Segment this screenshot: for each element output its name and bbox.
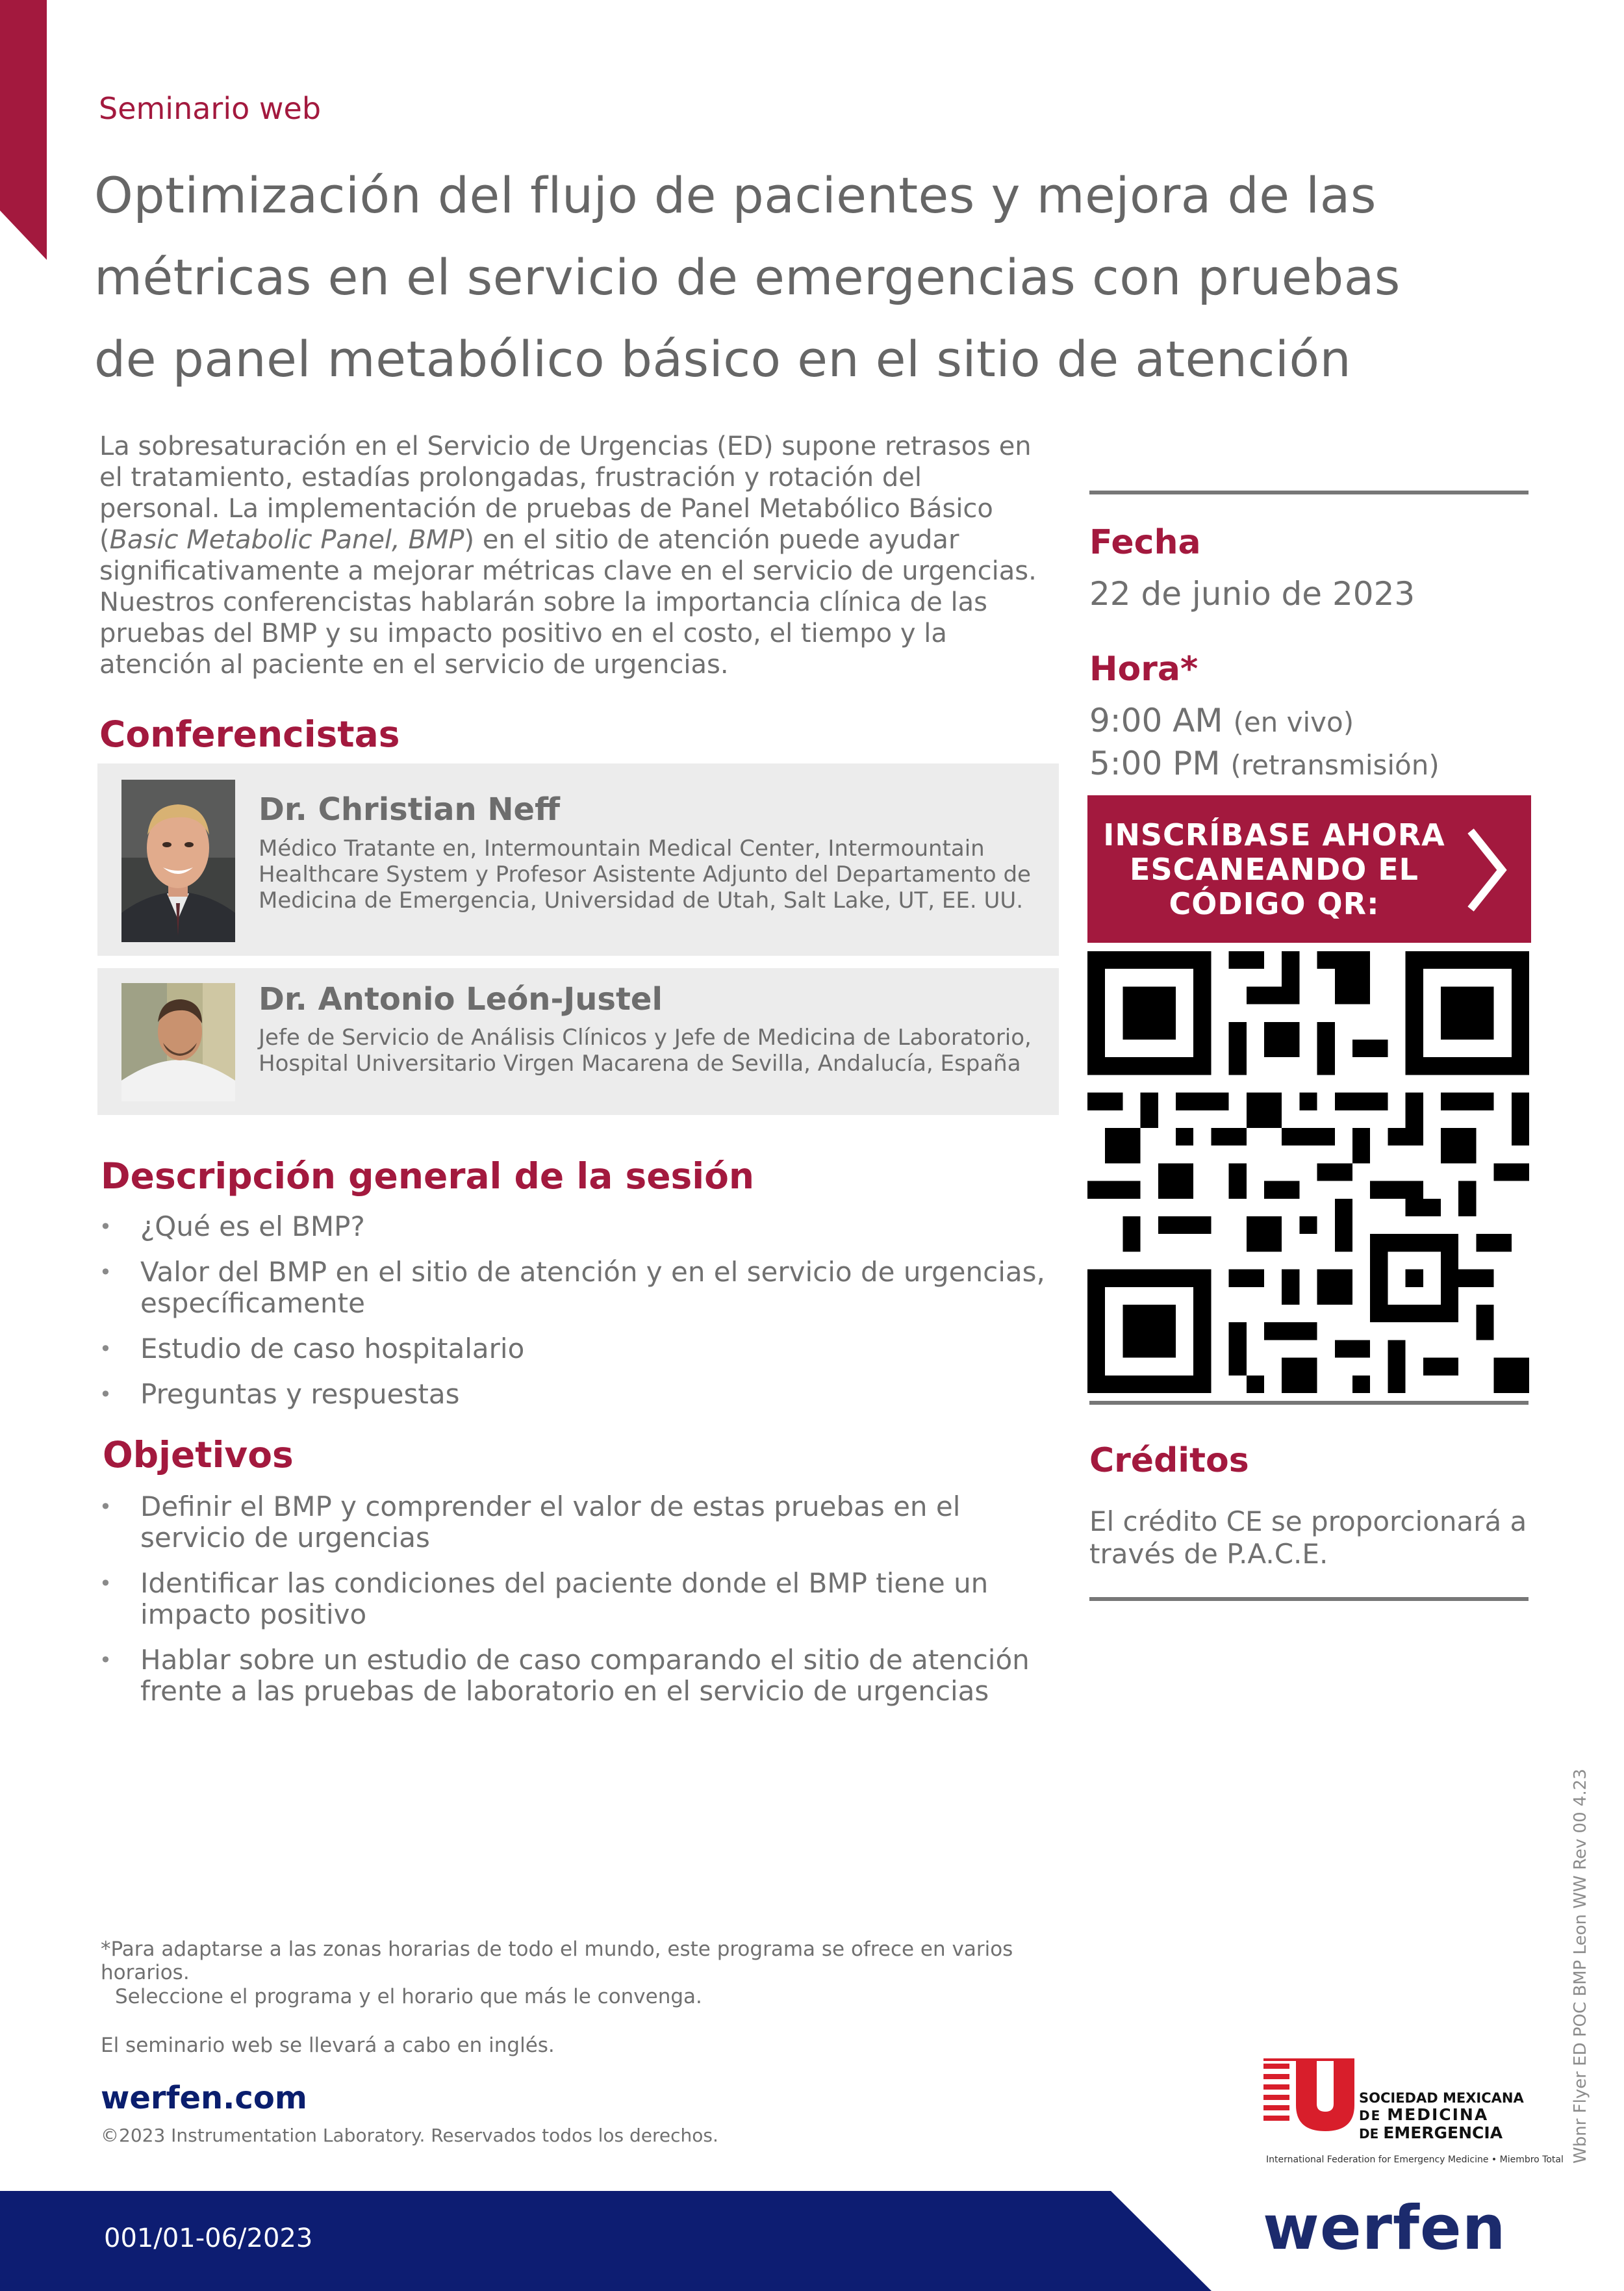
sidebar-rule-middle (1089, 1401, 1529, 1405)
intro-italic: Basic Metabolic Panel, BMP (109, 525, 464, 555)
qr-code-icon[interactable] (1087, 951, 1529, 1393)
intro-paragraph: La sobresaturación en el Servicio de Urgencias (ED) supone retrasos en el tratamiento, estadías prolongadas, frustración y rotación del personal. La implementación de pruebas de Panel Metabólico Básico (Basic Metabolic Panel, BMP) en el sitio de atención puede ayudar significativamente a mejorar métricas clave en el servicio de urgencias. Nuestros conferencistas hablarán sobre la importancia clínica de las pruebas del BMP y su impacto positivo en el costo, el tiempo y la atención al paciente en el servicio de urgencias. (99, 431, 1037, 680)
list-item: • ¿Qué es el BMP? (99, 1211, 1048, 1242)
smme-logo-icon (1263, 2058, 1354, 2136)
timezone-note: *Para adaptarse a las zonas horarias de todo el mundo, este programa se ofrece en varios horarios. (101, 1938, 1013, 1984)
overview-list (99, 1211, 1048, 1424)
document-code: 001/01-06/2023 (104, 2223, 313, 2253)
time-replay: 5:00 PM (retransmisión) (1089, 745, 1440, 782)
objectives-heading: Objetivos (103, 1434, 294, 1476)
timezone-note-2: Seleccione el programa y el horario que más le convenga. (115, 1985, 702, 2008)
speaker-name-2: Dr. Antonio León-Justel (259, 981, 663, 1018)
eyebrow-label: Seminario web (99, 91, 322, 126)
website-link[interactable]: werfen.com (101, 2080, 307, 2116)
speaker-photo-1 (121, 780, 235, 942)
speaker-photo-2 (121, 983, 235, 1101)
overview-heading: Descripción general de la sesión (101, 1155, 755, 1197)
speaker-role-2: Jefe de Servicio de Análisis Clínicos y Jefe de Medicina de Laboratorio, Hospital Universitario Virgen Macarena de Sevilla, Andalucía, España (259, 1025, 1032, 1077)
time-live: 9:00 AM (en vivo) (1089, 702, 1354, 739)
list-item: • Preguntas y respuestas (99, 1379, 1048, 1410)
speakers-heading: Conferencistas (99, 713, 400, 755)
credits-label: Créditos (1089, 1441, 1249, 1480)
time-label: Hora* (1089, 650, 1199, 689)
speaker-card-2 (97, 968, 1059, 1115)
speaker-name-1: Dr. Christian Neff (259, 791, 560, 828)
list-item: • Hablar sobre un estudio de caso comparando el sitio de atención frente a las pruebas de laboratorio en el servicio de urgencias (99, 1645, 1048, 1707)
partner-subtitle: International Federation for Emergency Medicine • Miembro Total (1266, 2155, 1564, 2165)
list-item: • Definir el BMP y comprender el valor de estas pruebas en el servicio de urgencias (99, 1491, 1048, 1554)
speaker-card-1 (97, 763, 1059, 956)
sidebar-rule-bottom (1089, 1597, 1529, 1601)
partner-logo-text: SOCIEDAD MEXICANA DE MEDICINA DE EMERGENCIA (1359, 2090, 1524, 2142)
vertical-doc-code: Wbnr Flyer ED POC BMP Leon WW Rev 00 4.23 (1571, 1769, 1590, 2164)
accent-stripe (0, 0, 47, 260)
sidebar-rule-top (1089, 491, 1529, 494)
cta-text: INSCRÍBASE AHORA ESCANEANDO EL CÓDIGO QR: (1103, 817, 1445, 921)
date-value: 22 de junio de 2023 (1089, 575, 1415, 613)
objectives-list (99, 1491, 1048, 1721)
page-title: Optimización del flujo de pacientes y mejora de las métricas en el servicio de emergencias con pruebas de panel metabólico básico en el sitio de atención (94, 166, 1401, 388)
copyright: ©2023 Instrumentation Laboratory. Reservados todos los derechos. (101, 2125, 718, 2146)
chevron-right-icon (1464, 825, 1510, 915)
list-item: • Valor del BMP en el sitio de atención y en el servicio de urgencias, específicamente (99, 1257, 1048, 1319)
list-item: • Identificar las condiciones del paciente donde el BMP tiene un impacto positivo (99, 1568, 1048, 1630)
werfen-logo: werfen (1263, 2193, 1506, 2264)
credits-value: El crédito CE se proporcionará a través de P.A.C.E. (1089, 1505, 1527, 1570)
register-cta[interactable] (1087, 795, 1531, 943)
list-item: • Estudio de caso hospitalario (99, 1333, 1048, 1364)
speaker-role-1: Médico Tratante en, Intermountain Medical Center, Intermountain Healthcare System y Profesor Asistente Adjunto del Departamento de Medicina de Emergencia, Universidad de Utah, Salt Lake, UT, EE. UU. (259, 836, 1031, 914)
language-note: El seminario web se llevará a cabo en inglés. (101, 2034, 555, 2057)
date-label: Fecha (1089, 523, 1201, 562)
